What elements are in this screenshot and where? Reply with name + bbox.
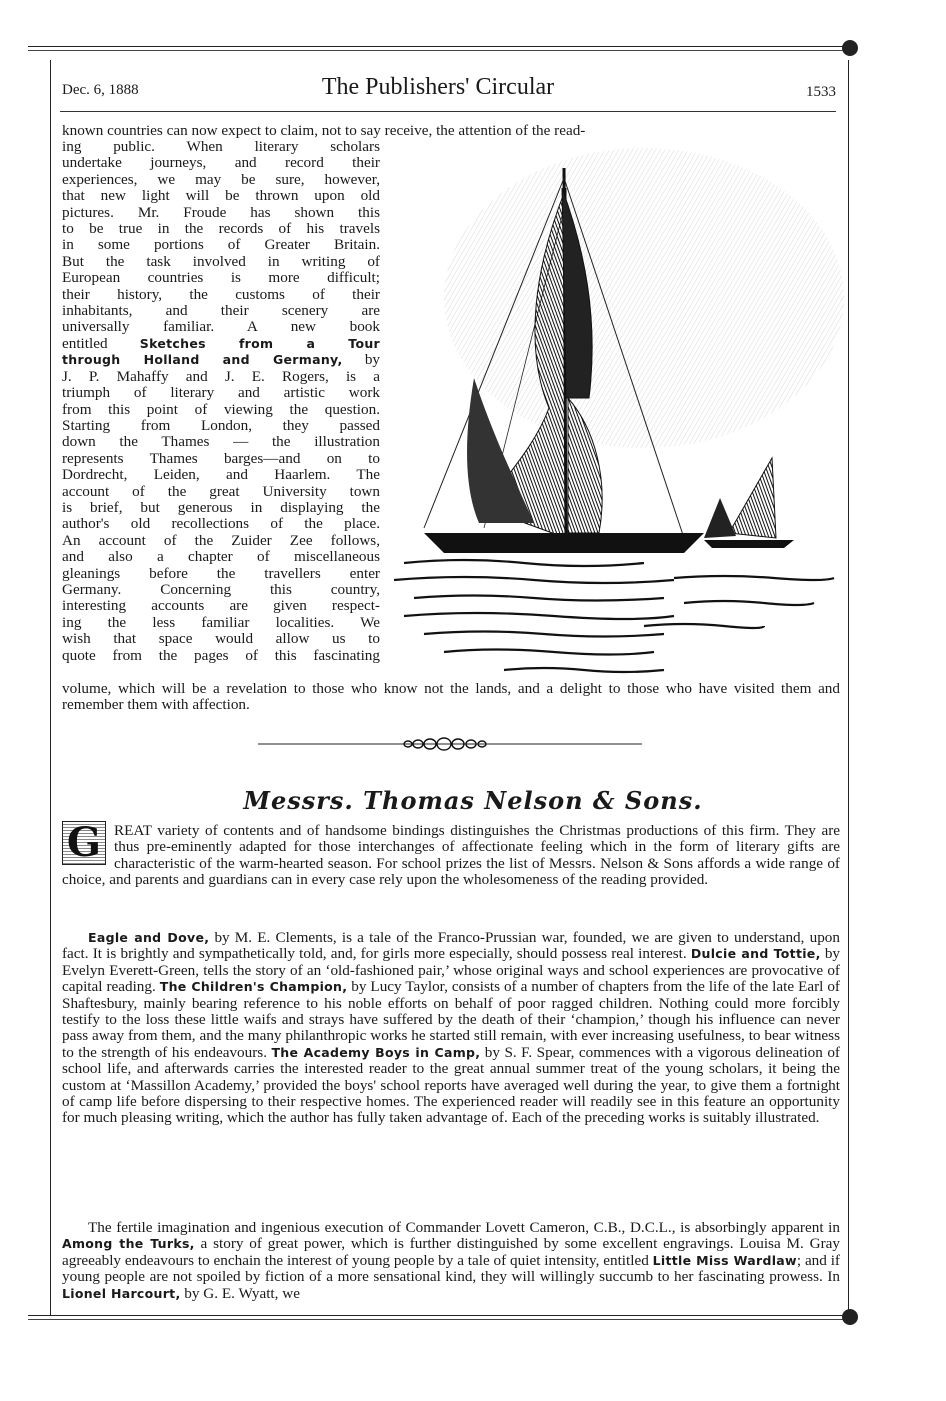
review-eagle: by M. E. Clements, is a tale of the Franco-Prussian war, founded, we are given to understand, upon fact. It is brightly and sympathetically told, and, for girls more especially, should possess real interest.	[62, 929, 840, 963]
article1-title-line	[62, 352, 380, 368]
article1-first-line: known countries can now expect to claim, not to say receive, the attention of the read-	[62, 122, 586, 139]
column-line: in some portions of Greater Britain.	[62, 236, 380, 254]
section-heading: Messrs. Thomas Nelson & Sons.	[243, 786, 703, 815]
book-title-holland: through Holland and Germany,	[62, 352, 343, 368]
column-line: author's old recollections of the place.	[62, 515, 380, 533]
column-line: Starting from London, they passed	[62, 416, 380, 434]
review-wardlaw: ; and if young people are not spoiled by fiction of a more sensational kind, they will willingly succumb to her fascinating prowess. In	[62, 1251, 840, 1286]
article1-column-lines-2	[62, 369, 380, 664]
title-dulcie-and-tottie: Dulcie and Tottie,	[690, 946, 821, 962]
drop-cap-letter: G	[62, 821, 106, 865]
column-line: But the task involved in writing of	[62, 252, 380, 270]
top-rule	[28, 46, 846, 47]
column-line: J. P. Mahaffy and J. E. Rogers, is a	[62, 367, 380, 385]
ornament-icon	[842, 1309, 858, 1325]
column-line: gleanings before the travellers enter	[62, 564, 380, 582]
section2-intro-text: REAT variety of contents and of handsome bindings distinguishes the Christmas productions of this firm. They are thus pre-eminently adapted for those interchanges of affectionate feeling which in the form of literary gifts are characteristic of the warm-hearted season. For school prizes the list of Messrs. Nelson & Sons affords a wide range of choice, and parents and guardians can in every case rely upon the wholesomeness of the reading provided.	[62, 822, 840, 889]
header-rule	[60, 111, 836, 112]
book-title-sketches: Sketches from a Tour	[139, 335, 380, 351]
article1-entitled: entitled	[62, 334, 108, 352]
column-line: ing public. When literary scholars	[62, 138, 380, 155]
section2-intro	[62, 823, 840, 889]
column-line: experiences, we may be sure, however,	[62, 170, 380, 188]
title-among-the-turks: Among the Turks,	[62, 1236, 195, 1252]
review-champion: by Lucy Taylor, consists of a number of chapters from the life of the late Earl of Shaftesbury, mainly bearing reference to his noble efforts on behalf of poor ragged children. Nothing could more forcibly testify to the loss these little waifs and strays have suffered by the death of their ‘champion,’ though his influence can never pass away from them, and the many philanthropic works he started still remain, with ever increasing usefulness, to bear witness to the strength of his endeavours.	[62, 978, 840, 1061]
left-border	[50, 60, 51, 1315]
review-academy: by S. F. Spear, commences with a vigorous delineation of school life, and afterwards carries the interested reader to the great annual summer treat of the young scholars, it being the custom at ‘Massillon Academy,’ provided the boys' school reports have averaged well during the year, to give them a fortnight of camp life before dispersing to their respective homes. The experienced reader will readily see in this feature an opportunity for much pleasing writing, which the author has fully taken advantage of. Each of the preceding works is suitably illustrated.	[62, 1043, 840, 1127]
column-line: pictures. Mr. Froude has shown this	[62, 203, 380, 221]
header-title: The Publishers' Circular	[321, 74, 555, 100]
column-line: their history, the customs of their	[62, 285, 380, 303]
column-line: to be true in the records of his travels	[62, 220, 380, 238]
title-eagle-and-dove: Eagle and Dove,	[88, 930, 210, 945]
title-little-miss-wardlaw: Little Miss Wardlaw	[652, 1252, 797, 1268]
article1-by: by	[364, 351, 380, 369]
column-line: quote from the pages of this fascinating	[62, 646, 380, 664]
column-line: undertake journeys, and record their	[62, 154, 380, 172]
page-header	[40, 68, 836, 104]
review-cameron: The fertile imagination and ingenious execution of Commander Lovett Cameron, C.B., D.C.L., is absorbingly apparent in	[88, 1219, 840, 1236]
right-border	[848, 60, 849, 1315]
title-lionel-harcourt: Lionel Harcourt,	[62, 1285, 181, 1301]
review-harcourt: by G. E. Wyatt, we	[180, 1284, 300, 1302]
column-line: ing the less familiar localities. We	[62, 613, 380, 631]
column-line: Dordrecht, Leiden, and Haarlem. The	[62, 466, 380, 484]
review-turks: a story of great power, which is further distinguished by some excellent engravings. Louisa M. Gray agreeably endeavours to enchain the interest of young people by a tale of quiet intensity, entitled	[62, 1235, 840, 1269]
drop-cap-space	[62, 823, 114, 871]
header-date: Dec. 6, 1888	[62, 82, 139, 98]
column-line: triumph of literary and artistic work	[62, 384, 380, 402]
column-line: down the Thames — the illustration	[62, 433, 380, 451]
column-line: represents Thames barges—and on to	[62, 449, 380, 467]
section2-cameron	[62, 1220, 840, 1302]
column-line: that new light will be thrown upon old	[62, 187, 380, 205]
column-line: and also a chapter of miscellaneous	[62, 548, 380, 566]
column-line: from this point of viewing the question.	[62, 400, 380, 418]
column-line: inhabitants, and their scenery are	[62, 302, 380, 320]
section2-reviews	[62, 930, 840, 1127]
section-divider	[258, 736, 642, 752]
barge-illustration	[384, 148, 844, 688]
article1-last-lines: volume, which will be a revelation to those who know not the lands, and a delight to those who have visited them and remember them with affection.	[62, 680, 840, 714]
bottom-rule	[28, 1315, 846, 1316]
title-childrens-champion: The Children's Champion,	[159, 979, 348, 995]
article1-column	[62, 139, 380, 664]
column-line: European countries is more difficult;	[62, 269, 380, 287]
title-academy-boys: The Academy Boys in Camp,	[271, 1044, 481, 1060]
column-line: Germany. Concerning this country,	[62, 580, 380, 598]
ornament-icon	[842, 40, 858, 56]
column-line: An account of the Zuider Zee follows,	[62, 531, 380, 549]
column-line: universally familiar. A new book	[62, 318, 380, 336]
review-dulcie: by Evelyn Everett-Green, tells the story of an ‘old-fashioned pair,’ whose original ways and school experiences are provocative of capital reading.	[62, 945, 841, 996]
article1-column-lines	[62, 139, 380, 336]
column-line: is brief, but generous in displaying the	[62, 498, 380, 516]
column-line: interesting accounts are given respect-	[62, 597, 380, 615]
column-line: wish that space would allow us to	[62, 630, 380, 648]
page-number: 1533	[806, 84, 836, 100]
column-line: account of the great University town	[62, 482, 380, 500]
article1-entitled-line	[62, 336, 380, 352]
